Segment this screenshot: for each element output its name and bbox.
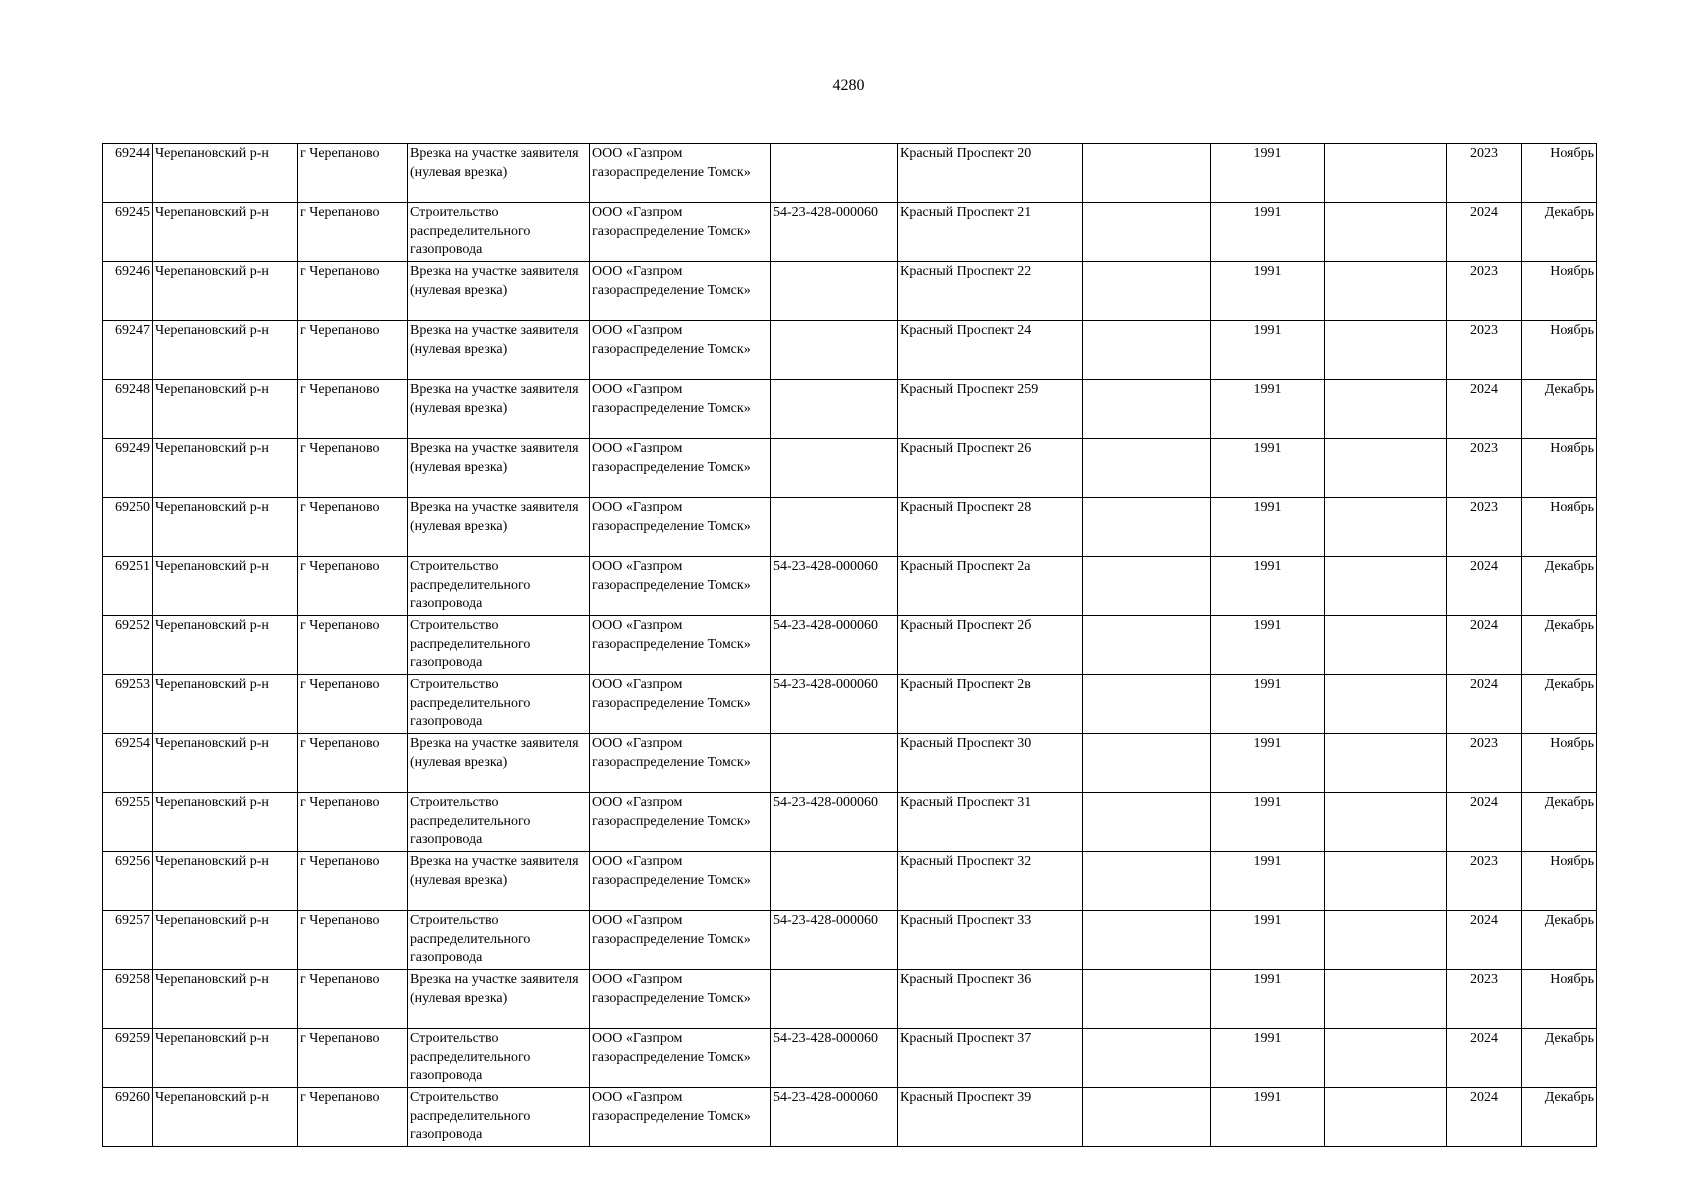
row-number-cell: 69257 [103,911,153,970]
address-cell: Красный Проспект 39 [898,1088,1083,1147]
empty-cell [1083,911,1211,970]
organization-cell: ООО «Газпром газораспределение Томск» [590,852,771,911]
row-number-cell: 69259 [103,1029,153,1088]
district-cell: Черепановский р-н [153,1088,298,1147]
settlement-cell: г Черепаново [298,557,408,616]
organization-cell: ООО «Газпром газораспределение Томск» [590,262,771,321]
work-type-cell: Врезка на участке заявителя (нулевая врезка) [408,321,590,380]
row-number-cell: 69256 [103,852,153,911]
empty-cell [1083,734,1211,793]
address-cell: Красный Проспект 37 [898,1029,1083,1088]
empty-cell [1083,970,1211,1029]
plan-year-cell: 2024 [1447,675,1522,734]
work-type-cell: Строительство распределительного газопровода [408,616,590,675]
address-cell: Красный Проспект 259 [898,380,1083,439]
empty-cell [1325,793,1447,852]
settlement-cell: г Черепаново [298,852,408,911]
empty-cell [1083,675,1211,734]
row-number-cell: 69253 [103,675,153,734]
empty-cell [1083,203,1211,262]
empty-cell [1083,793,1211,852]
month-cell: Декабрь [1522,1029,1597,1088]
address-cell: Красный Проспект 36 [898,970,1083,1029]
month-cell: Декабрь [1522,1088,1597,1147]
row-number-cell: 69249 [103,439,153,498]
district-cell: Черепановский р-н [153,970,298,1029]
settlement-cell: г Черепаново [298,911,408,970]
district-cell: Черепановский р-н [153,734,298,793]
year-cell: 1991 [1211,439,1325,498]
settlement-cell: г Черепаново [298,1088,408,1147]
plan-year-cell: 2023 [1447,321,1522,380]
settlement-cell: г Черепаново [298,380,408,439]
empty-cell [1325,262,1447,321]
table-row [103,144,1597,203]
month-cell: Ноябрь [1522,852,1597,911]
work-type-cell: Врезка на участке заявителя (нулевая врезка) [408,852,590,911]
table-row [103,793,1597,852]
district-cell: Черепановский р-н [153,498,298,557]
empty-cell [1325,734,1447,793]
month-cell: Ноябрь [1522,439,1597,498]
work-type-cell: Врезка на участке заявителя (нулевая врезка) [408,734,590,793]
row-number-cell: 69255 [103,793,153,852]
district-cell: Черепановский р-н [153,439,298,498]
address-cell: Красный Проспект 32 [898,852,1083,911]
table-row [103,498,1597,557]
work-type-cell: Врезка на участке заявителя (нулевая врезка) [408,498,590,557]
address-cell: Красный Проспект 26 [898,439,1083,498]
table-row [103,203,1597,262]
district-cell: Черепановский р-н [153,557,298,616]
plan-year-cell: 2023 [1447,970,1522,1029]
work-type-cell: Строительство распределительного газопровода [408,675,590,734]
address-cell: Красный Проспект 33 [898,911,1083,970]
cadastral-number-cell: 54-23-428-000060 [771,675,898,734]
cadastral-number-cell [771,970,898,1029]
row-number-cell: 69260 [103,1088,153,1147]
row-number-cell: 69246 [103,262,153,321]
month-cell: Ноябрь [1522,144,1597,203]
settlement-cell: г Черепаново [298,1029,408,1088]
organization-cell: ООО «Газпром газораспределение Томск» [590,498,771,557]
organization-cell: ООО «Газпром газораспределение Томск» [590,793,771,852]
row-number-cell: 69252 [103,616,153,675]
year-cell: 1991 [1211,498,1325,557]
year-cell: 1991 [1211,911,1325,970]
row-number-cell: 69254 [103,734,153,793]
month-cell: Декабрь [1522,793,1597,852]
table-row [103,1088,1597,1147]
plan-year-cell: 2023 [1447,852,1522,911]
work-type-cell: Строительство распределительного газопровода [408,557,590,616]
work-type-cell: Строительство распределительного газопровода [408,1029,590,1088]
district-cell: Черепановский р-н [153,793,298,852]
address-cell: Красный Проспект 30 [898,734,1083,793]
empty-cell [1083,498,1211,557]
work-type-cell: Строительство распределительного газопровода [408,911,590,970]
gas-connection-table [102,143,1597,1147]
empty-cell [1325,144,1447,203]
cadastral-number-cell: 54-23-428-000060 [771,911,898,970]
work-type-cell: Врезка на участке заявителя (нулевая врезка) [408,380,590,439]
row-number-cell: 69251 [103,557,153,616]
district-cell: Черепановский р-н [153,203,298,262]
empty-cell [1325,203,1447,262]
table-row [103,616,1597,675]
address-cell: Красный Проспект 22 [898,262,1083,321]
district-cell: Черепановский р-н [153,911,298,970]
cadastral-number-cell [771,498,898,557]
empty-cell [1083,144,1211,203]
plan-year-cell: 2023 [1447,144,1522,203]
empty-cell [1083,616,1211,675]
table-row [103,734,1597,793]
plan-year-cell: 2024 [1447,793,1522,852]
district-cell: Черепановский р-н [153,852,298,911]
table-row [103,970,1597,1029]
year-cell: 1991 [1211,321,1325,380]
empty-cell [1083,1088,1211,1147]
organization-cell: ООО «Газпром газораспределение Томск» [590,675,771,734]
work-type-cell: Врезка на участке заявителя (нулевая врезка) [408,970,590,1029]
row-number-cell: 69244 [103,144,153,203]
district-cell: Черепановский р-н [153,380,298,439]
row-number-cell: 69250 [103,498,153,557]
organization-cell: ООО «Газпром газораспределение Томск» [590,203,771,262]
year-cell: 1991 [1211,380,1325,439]
cadastral-number-cell [771,321,898,380]
cadastral-number-cell: 54-23-428-000060 [771,1029,898,1088]
settlement-cell: г Черепаново [298,262,408,321]
month-cell: Ноябрь [1522,970,1597,1029]
year-cell: 1991 [1211,262,1325,321]
month-cell: Декабрь [1522,557,1597,616]
plan-year-cell: 2024 [1447,616,1522,675]
row-number-cell: 69245 [103,203,153,262]
table-row [103,439,1597,498]
plan-year-cell: 2024 [1447,911,1522,970]
year-cell: 1991 [1211,144,1325,203]
empty-cell [1083,380,1211,439]
month-cell: Ноябрь [1522,498,1597,557]
organization-cell: ООО «Газпром газораспределение Томск» [590,557,771,616]
organization-cell: ООО «Газпром газораспределение Томск» [590,144,771,203]
empty-cell [1325,321,1447,380]
cadastral-number-cell [771,852,898,911]
organization-cell: ООО «Газпром газораспределение Томск» [590,380,771,439]
year-cell: 1991 [1211,852,1325,911]
cadastral-number-cell [771,144,898,203]
cadastral-number-cell: 54-23-428-000060 [771,1088,898,1147]
work-type-cell: Врезка на участке заявителя (нулевая врезка) [408,144,590,203]
district-cell: Черепановский р-н [153,1029,298,1088]
empty-cell [1325,675,1447,734]
empty-cell [1325,970,1447,1029]
plan-year-cell: 2024 [1447,380,1522,439]
cadastral-number-cell: 54-23-428-000060 [771,203,898,262]
address-cell: Красный Проспект 21 [898,203,1083,262]
empty-cell [1325,557,1447,616]
empty-cell [1083,439,1211,498]
work-type-cell: Врезка на участке заявителя (нулевая врезка) [408,262,590,321]
settlement-cell: г Черепаново [298,970,408,1029]
cadastral-number-cell [771,439,898,498]
cadastral-number-cell: 54-23-428-000060 [771,557,898,616]
plan-year-cell: 2024 [1447,557,1522,616]
plan-year-cell: 2024 [1447,1029,1522,1088]
address-cell: Красный Проспект 24 [898,321,1083,380]
year-cell: 1991 [1211,557,1325,616]
address-cell: Красный Проспект 28 [898,498,1083,557]
empty-cell [1083,852,1211,911]
address-cell: Красный Проспект 20 [898,144,1083,203]
month-cell: Декабрь [1522,675,1597,734]
settlement-cell: г Черепаново [298,203,408,262]
empty-cell [1083,262,1211,321]
month-cell: Декабрь [1522,911,1597,970]
organization-cell: ООО «Газпром газораспределение Томск» [590,616,771,675]
plan-year-cell: 2023 [1447,498,1522,557]
settlement-cell: г Черепаново [298,793,408,852]
settlement-cell: г Черепаново [298,321,408,380]
organization-cell: ООО «Газпром газораспределение Томск» [590,321,771,380]
row-number-cell: 69247 [103,321,153,380]
address-cell: Красный Проспект 31 [898,793,1083,852]
district-cell: Черепановский р-н [153,616,298,675]
cadastral-number-cell [771,380,898,439]
month-cell: Ноябрь [1522,262,1597,321]
district-cell: Черепановский р-н [153,321,298,380]
year-cell: 1991 [1211,616,1325,675]
year-cell: 1991 [1211,1029,1325,1088]
table-row [103,380,1597,439]
organization-cell: ООО «Газпром газораспределение Томск» [590,1029,771,1088]
empty-cell [1325,852,1447,911]
plan-year-cell: 2023 [1447,439,1522,498]
empty-cell [1325,439,1447,498]
year-cell: 1991 [1211,675,1325,734]
empty-cell [1083,1029,1211,1088]
plan-year-cell: 2023 [1447,734,1522,793]
empty-cell [1325,1029,1447,1088]
empty-cell [1325,498,1447,557]
organization-cell: ООО «Газпром газораспределение Томск» [590,734,771,793]
organization-cell: ООО «Газпром газораспределение Томск» [590,970,771,1029]
cadastral-number-cell [771,734,898,793]
year-cell: 1991 [1211,793,1325,852]
district-cell: Черепановский р-н [153,144,298,203]
month-cell: Декабрь [1522,616,1597,675]
work-type-cell: Врезка на участке заявителя (нулевая врезка) [408,439,590,498]
settlement-cell: г Черепаново [298,439,408,498]
table-row [103,1029,1597,1088]
row-number-cell: 69248 [103,380,153,439]
table-row [103,262,1597,321]
district-cell: Черепановский р-н [153,262,298,321]
organization-cell: ООО «Газпром газораспределение Томск» [590,911,771,970]
settlement-cell: г Черепаново [298,144,408,203]
cadastral-number-cell: 54-23-428-000060 [771,616,898,675]
empty-cell [1325,380,1447,439]
settlement-cell: г Черепаново [298,498,408,557]
month-cell: Декабрь [1522,380,1597,439]
address-cell: Красный Проспект 2в [898,675,1083,734]
plan-year-cell: 2023 [1447,262,1522,321]
organization-cell: ООО «Газпром газораспределение Томск» [590,1088,771,1147]
empty-cell [1325,1088,1447,1147]
settlement-cell: г Черепаново [298,734,408,793]
empty-cell [1325,911,1447,970]
cadastral-number-cell: 54-23-428-000060 [771,793,898,852]
year-cell: 1991 [1211,203,1325,262]
work-type-cell: Строительство распределительного газопровода [408,1088,590,1147]
empty-cell [1083,321,1211,380]
address-cell: Красный Проспект 2б [898,616,1083,675]
organization-cell: ООО «Газпром газораспределение Томск» [590,439,771,498]
settlement-cell: г Черепаново [298,675,408,734]
year-cell: 1991 [1211,734,1325,793]
table-body [103,144,1597,1147]
address-cell: Красный Проспект 2а [898,557,1083,616]
table-row [103,852,1597,911]
page-number: 4280 [832,77,865,94]
table-row [103,321,1597,380]
year-cell: 1991 [1211,970,1325,1029]
month-cell: Ноябрь [1522,321,1597,380]
table-row [103,557,1597,616]
work-type-cell: Строительство распределительного газопровода [408,203,590,262]
month-cell: Декабрь [1522,203,1597,262]
plan-year-cell: 2024 [1447,203,1522,262]
plan-year-cell: 2024 [1447,1088,1522,1147]
settlement-cell: г Черепаново [298,616,408,675]
table-row [103,675,1597,734]
empty-cell [1325,616,1447,675]
empty-cell [1083,557,1211,616]
cadastral-number-cell [771,262,898,321]
district-cell: Черепановский р-н [153,675,298,734]
month-cell: Ноябрь [1522,734,1597,793]
work-type-cell: Строительство распределительного газопровода [408,793,590,852]
year-cell: 1991 [1211,1088,1325,1147]
table-row [103,911,1597,970]
row-number-cell: 69258 [103,970,153,1029]
